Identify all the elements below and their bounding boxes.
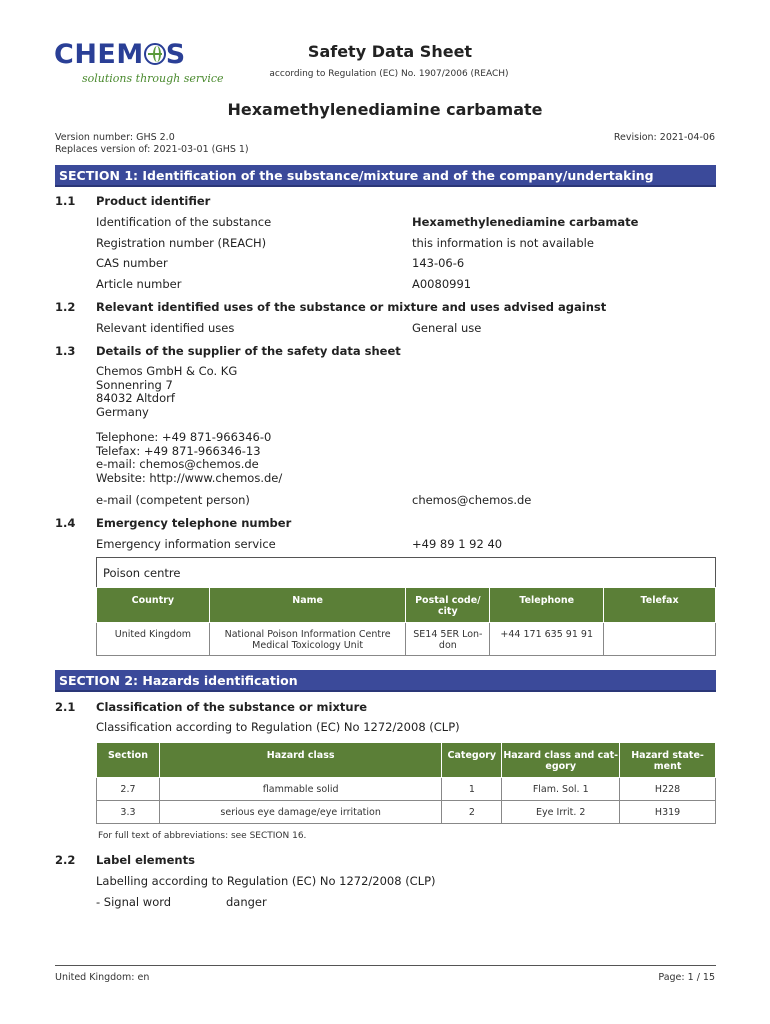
table-header: Hazard class xyxy=(159,743,441,778)
document-title: Safety Data Sheet xyxy=(307,42,473,61)
table-cell: serious eye damage/eye irritation xyxy=(159,801,441,824)
subsection-title: Details of the supplier of the safety data sheet xyxy=(96,344,401,358)
table-cell: 2.7 xyxy=(97,778,160,801)
table-cell: H228 xyxy=(620,778,716,801)
signal-word-value: danger xyxy=(226,895,267,909)
row-value: +49 89 1 92 40 xyxy=(412,537,503,551)
poison-centre-caption: Poison centre xyxy=(103,566,181,580)
address-line: Chemos GmbH & Co. KG xyxy=(96,364,238,378)
table-row xyxy=(97,623,716,656)
row-value: General use xyxy=(412,321,482,335)
subsection-number: 1.4 xyxy=(55,516,76,530)
subsection-number: 2.1 xyxy=(55,700,76,714)
table-cell: Flam. Sol. 1 xyxy=(502,778,620,801)
logo-text-left: CHEM xyxy=(54,39,144,70)
row-value: this information is not available xyxy=(412,236,594,250)
replaces-version: Replaces version of: 2021-03-01 (GHS 1) xyxy=(55,144,249,155)
classification-table xyxy=(96,742,716,824)
table-cell: Eye Irrit. 2 xyxy=(502,801,620,824)
table-header: Name xyxy=(209,588,406,623)
supplier-contact xyxy=(96,431,282,485)
table-row xyxy=(97,801,716,824)
row-label: CAS number xyxy=(96,256,168,270)
row-label: Identification of the substance xyxy=(96,215,272,229)
version-number: Version number: GHS 2.0 xyxy=(55,132,175,143)
subsection-number: 1.1 xyxy=(55,194,76,208)
substance-title: Hexamethylenediamine carbamate xyxy=(227,100,543,119)
supplier-address xyxy=(96,365,237,419)
row-label: Emergency information service xyxy=(96,537,276,551)
subsection-number: 1.3 xyxy=(55,344,76,358)
table-cell: H319 xyxy=(620,801,716,824)
address-line: 84032 Altdorf xyxy=(96,391,175,405)
address-line: Germany xyxy=(96,404,149,419)
row-label: Registration number (REACH) xyxy=(96,236,267,250)
row-value: chemos@chemos.de xyxy=(412,493,532,507)
logo-tagline: solutions through service xyxy=(82,72,224,85)
table-cell: National Poison Information Centre Medical Toxicology Unit xyxy=(209,623,406,656)
subsection-title: Classification of the substance or mixture xyxy=(96,700,368,714)
address-line: Sonnenring 7 xyxy=(96,377,173,392)
contact-email: e-mail: chemos@chemos.de xyxy=(96,457,259,471)
table-header: Section xyxy=(97,743,160,778)
signal-word-label: - Signal word xyxy=(96,895,172,909)
table-header: Telefax xyxy=(604,588,716,623)
table-cell: +44 171 635 91 91 xyxy=(490,623,604,656)
table-header: Category xyxy=(442,743,502,778)
table-header: Country xyxy=(97,588,210,623)
table-header: Hazard state- ment xyxy=(620,743,716,778)
abbreviations-footnote: For full text of abbreviations: see SECTION 16. xyxy=(98,831,307,841)
row-label: e-mail (competent person) xyxy=(96,493,250,507)
version-info xyxy=(55,132,249,156)
subsection-title: Emergency telephone number xyxy=(96,516,292,530)
page-number: Page: 1 / 15 xyxy=(658,972,715,983)
table-cell: SE14 5ER Lon- don xyxy=(406,623,490,656)
section-2-header: SECTION 2: Hazards identification xyxy=(55,670,716,692)
row-label: Article number xyxy=(96,277,182,291)
table-cell: United Kingdom xyxy=(97,623,210,656)
table-header: Postal code/ city xyxy=(406,588,490,623)
labelling-subtitle: Labelling according to Regulation (EC) No 1272/2008 (CLP) xyxy=(96,874,436,888)
subsection-title: Relevant identified uses of the substance or mixture and uses advised against xyxy=(96,300,607,314)
table-cell: flammable solid xyxy=(159,778,441,801)
table-cell: 3.3 xyxy=(97,801,160,824)
row-value: A0080991 xyxy=(412,277,472,291)
document-subtitle: according to Regulation (EC) No. 1907/2006 (REACH) xyxy=(269,69,509,79)
table-cell xyxy=(604,623,716,656)
logo-text-right: S xyxy=(165,39,186,70)
subsection-number: 1.2 xyxy=(55,300,76,314)
classification-subtitle: Classification according to Regulation (EC) No 1272/2008 (CLP) xyxy=(96,720,460,734)
table-cell: 1 xyxy=(442,778,502,801)
table-row xyxy=(97,778,716,801)
row-value: 143-06-6 xyxy=(412,256,465,270)
table-header: Telephone xyxy=(490,588,604,623)
contact-telephone: Telephone: +49 871-966346-0 xyxy=(96,430,272,444)
contact-telefax: Telefax: +49 871-966346-13 xyxy=(96,443,261,458)
subsection-number: 2.2 xyxy=(55,853,76,867)
footer-divider xyxy=(55,965,716,966)
subsection-title: Label elements xyxy=(96,853,195,867)
row-label: Relevant identified uses xyxy=(96,321,235,335)
poison-centre-table xyxy=(96,587,716,656)
contact-website: Website: http://www.chemos.de/ xyxy=(96,470,283,485)
row-value: Hexamethylenediamine carbamate xyxy=(412,215,639,229)
table-cell: 2 xyxy=(442,801,502,824)
footer-language: United Kingdom: en xyxy=(55,972,150,983)
subsection-title: Product identifier xyxy=(96,194,211,208)
section-1-header: SECTION 1: Identification of the substance/mixture and of the company/undertaking xyxy=(55,165,716,187)
poison-centre-box xyxy=(96,557,716,656)
revision-date: Revision: 2021-04-06 xyxy=(613,132,715,143)
table-header: Hazard class and cat- egory xyxy=(502,743,620,778)
